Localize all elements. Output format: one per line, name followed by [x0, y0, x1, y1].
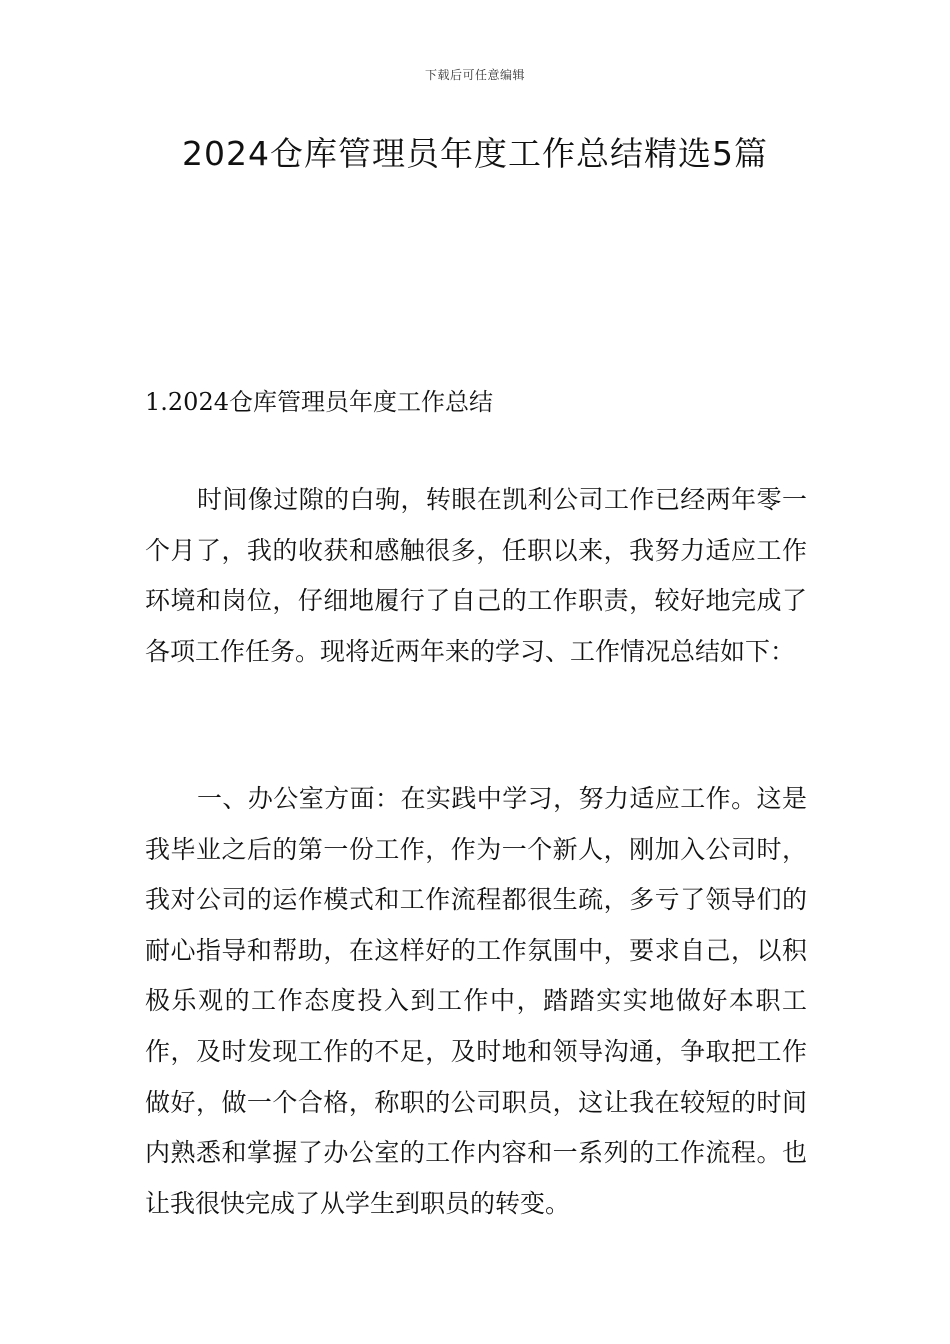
- header-note: 下载后可任意编辑: [424, 68, 525, 82]
- body-paragraph-2: 一、办公室方面：在实践中学习，努力适应工作。这是我毕业之后的第一份工作，作为一个新人，刚加入公司时，我对公司的运作模式和工作流程都很生疏，多亏了领导们的耐心指导和帮助，在这样好的工作氛围中，要求自己，以积极乐观的工作态度投入到工作中，踏踏实实地做好本职工作，及时发现工作的不足，及时地和领导沟通，争取把工作做好，做一个合格，称职的公司职员，这让我在较短的时间内熟悉和掌握了办公室的工作内容和一系列的工作流程。也让我很快完成了从学生到职员的转变。: [145, 784, 807, 1218]
- body-paragraph-1: 时间像过隙的白驹，转眼在凯利公司工作已经两年零一个月了，我的收获和感触很多，任职以来，我努力适应工作环境和岗位，仔细地履行了自己的工作职责，较好地完成了各项工作任务。现将近两年来的学习、工作情况总结如下：: [145, 485, 807, 666]
- section-heading: 1.2024仓库管理员年度工作总结: [145, 388, 493, 416]
- document-title: 2024仓库管理员年度工作总结精选5篇: [182, 134, 768, 173]
